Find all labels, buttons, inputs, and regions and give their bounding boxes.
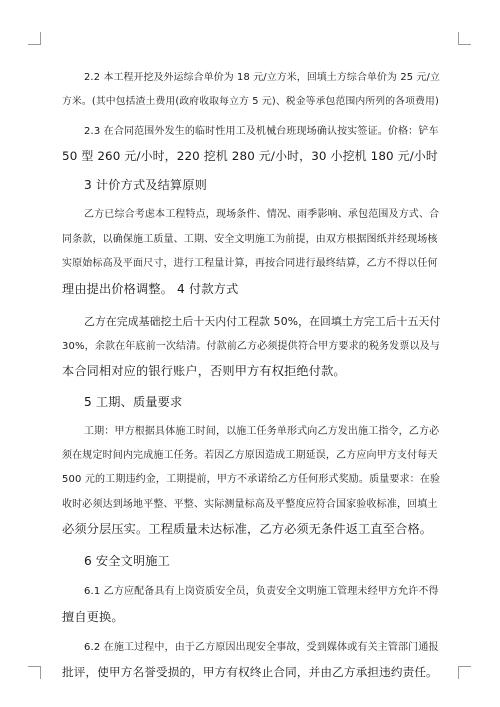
- crop-mark-top-left: [28, 32, 41, 45]
- text-line: 500 元的工期违约金，工期提前，甲方不承诺给乙方任何形式奖励。质量要求：在验: [62, 474, 441, 485]
- text-line: 乙方已综合考虑本工程特点，现场条件、情况、雨季影响、承包范围及方式、合: [84, 209, 440, 220]
- text-line: 必须分层压实。工程质量未达标准，乙方必须无条件返工直至合格。: [62, 522, 433, 536]
- text-line: 乙方在完成基础挖土后十天内付工程款 50%，在回填土方完工后十五天付: [84, 315, 441, 328]
- text-line: 2.3 在合同范围外发生的临时性用工及机械台班现场确认按实签证。价格：铲车: [84, 126, 439, 137]
- text-line: 批评，使甲方名誉受损的，甲方有权终止合同，并由乙方承担违约责任。: [62, 665, 438, 679]
- text-line: 须在规定时间内完成施工任务。若因乙方原因造成工期延误，乙方应向甲方支付每天: [62, 450, 438, 461]
- crop-mark-bottom-left: [28, 666, 41, 679]
- text-line: 实原始标高及平面尺寸，进行工程量计算，再按合同进行最终结算，乙方不得以任何: [62, 258, 438, 269]
- crop-mark-top-right: [458, 32, 471, 45]
- text-line: 理由提出价格调整。 4 付款方式: [62, 282, 239, 296]
- text-line: 收时必须达到场地平整、平整、实际测量标高及平整度应符合国家验收标准，回填土: [62, 499, 438, 510]
- text-line: 6.2 在施工过程中，由于乙方原因出现安全事故，受到媒体或有关主管部门通报: [84, 642, 439, 653]
- section-heading: 6 安全文明施工: [84, 554, 170, 568]
- text-line: 工期：甲方根据具体施工时间，以施工任务单形式向乙方发出施工指令，乙方必: [84, 426, 440, 437]
- crop-mark-bottom-right: [458, 666, 471, 679]
- text-line: 方米。(其中包括渣土费用(政府收取每立方 5 元)、税金等承包范围内所列的各项费用): [62, 96, 439, 107]
- section-heading: 5 工期、质量要求: [84, 395, 183, 409]
- text-line: 同条款，以确保施工质量、工期、安全文明施工为前提，由双方根据图纸并经现场核: [62, 234, 438, 245]
- text-line: 50 型 260 元/小时，220 挖机 280 元/小时，30 小挖机 180 元/小时: [62, 149, 438, 163]
- text-line: 6.1 乙方应配备具有上岗资质安全员，负责安全文明施工管理未经甲方允许不得: [84, 586, 439, 597]
- text-line: 30%，余款在年底前一次结清。付款前乙方必须提供符合甲方要求的税务发票以及与: [62, 341, 440, 352]
- text-line: 2.2 本工程开挖及外运综合单价为 18 元/立方米，回填土方综合单价为 25 元/立: [84, 72, 441, 83]
- text-line: 擅自更换。: [62, 610, 124, 624]
- text-line: 本合同相对应的银行账户，否则甲方有权拒绝付款。: [62, 364, 346, 378]
- section-heading: 3 计价方式及结算原则: [84, 178, 207, 192]
